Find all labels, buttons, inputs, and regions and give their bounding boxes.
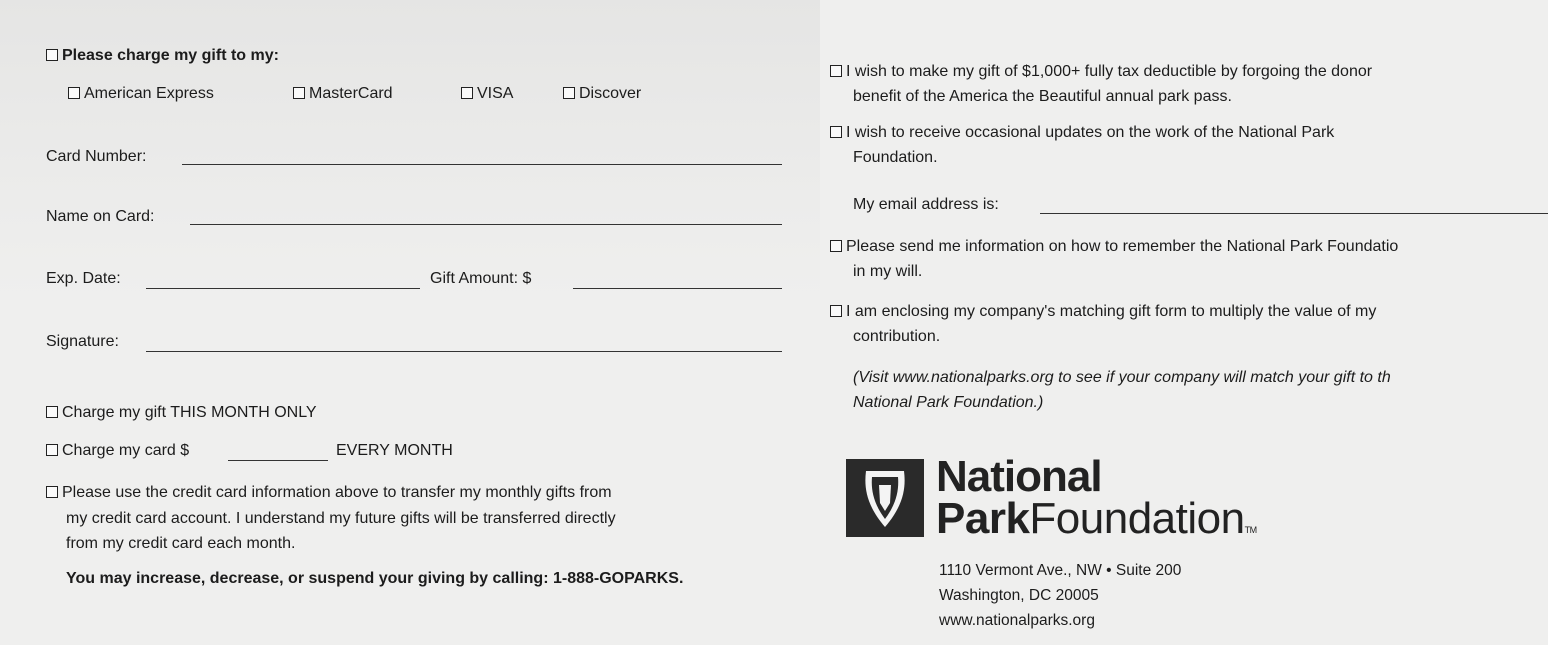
card-number-label: Card Number: [46, 148, 147, 165]
checkbox[interactable] [46, 486, 58, 498]
checkbox[interactable] [830, 305, 842, 317]
card-discover-option[interactable] [563, 85, 641, 103]
signature-label: Signature: [46, 333, 119, 350]
transfer-line-3: from my credit card each month. [66, 535, 296, 552]
card-mastercard-label: MasterCard [309, 85, 393, 102]
card-amex-option[interactable] [68, 85, 214, 103]
checkbox[interactable] [46, 444, 58, 456]
checkbox[interactable] [830, 240, 842, 252]
transfer-line-2: my credit card account. I understand my future gifts will be transferred directly [66, 510, 616, 527]
website-link[interactable]: www.nationalparks.org [939, 612, 1095, 629]
logo-word-park-foundation [936, 494, 1257, 544]
charge-card-prefix: Charge my card $ [62, 442, 190, 459]
email-field[interactable] [1040, 213, 1548, 214]
updates-option[interactable] [830, 124, 1334, 142]
card-number-field[interactable] [182, 164, 782, 165]
checkbox[interactable] [563, 87, 575, 99]
charge-month-only-label: Charge my gift THIS MONTH ONLY [62, 404, 317, 421]
matching-line-2: contribution. [853, 328, 941, 345]
checkbox[interactable] [461, 87, 473, 99]
will-line-2: in my will. [853, 263, 923, 280]
updates-line-1: I wish to receive occasional updates on the work of the National Park [846, 124, 1335, 141]
checkbox[interactable] [46, 49, 58, 61]
charge-gift-option[interactable] [46, 47, 279, 65]
logo-word-park: Park [936, 494, 1030, 543]
logo-word-foundation: Foundation [1029, 494, 1245, 543]
name-on-card-label: Name on Card: [46, 208, 155, 225]
gift-amount-field[interactable] [573, 288, 782, 289]
gift-amount-label: Gift Amount: $ [430, 270, 532, 287]
monthly-amount-field[interactable] [228, 460, 328, 461]
will-option[interactable] [830, 238, 1398, 256]
card-mastercard-option[interactable] [293, 85, 393, 103]
card-amex-label: American Express [84, 85, 214, 102]
matching-line-1: I am enclosing my company's matching gift form to multiply the value of my [846, 303, 1377, 320]
logo-tm: TM [1244, 525, 1257, 535]
logo-word-national: National [936, 452, 1102, 501]
checkbox[interactable] [68, 87, 80, 99]
arrowhead-logo-icon [846, 459, 924, 537]
will-line-1: Please send me information on how to remember the National Park Foundatio [846, 238, 1399, 255]
tax-line-2: benefit of the America the Beautiful annual park pass. [853, 88, 1232, 105]
address-line-1: 1110 Vermont Ave., NW • Suite 200 [939, 562, 1182, 579]
checkbox[interactable] [830, 65, 842, 77]
charge-card-suffix: EVERY MONTH [336, 442, 453, 459]
exp-date-field[interactable] [146, 288, 420, 289]
checkbox[interactable] [46, 406, 58, 418]
name-on-card-field[interactable] [190, 224, 782, 225]
card-discover-label: Discover [579, 85, 642, 102]
card-visa-option[interactable] [461, 85, 513, 103]
tax-line-1: I wish to make my gift of $1,000+ fully tax deductible by forgoing the donor [846, 63, 1373, 80]
transfer-line-1: Please use the credit card information above to transfer my monthly gifts from [62, 484, 612, 501]
exp-date-label: Exp. Date: [46, 270, 121, 287]
signature-field[interactable] [146, 351, 782, 352]
address-line-2: Washington, DC 20005 [939, 587, 1099, 604]
tax-deductible-option[interactable] [830, 63, 1372, 81]
checkbox[interactable] [293, 87, 305, 99]
visit-line-2: National Park Foundation.) [853, 394, 1044, 411]
matching-gift-option[interactable] [830, 303, 1376, 321]
visit-line-1: (Visit www.nationalparks.org to see if your company will match your gift to th [853, 369, 1391, 386]
transfer-option[interactable] [46, 484, 612, 502]
charge-month-only-option[interactable] [46, 404, 317, 422]
calling-note: You may increase, decrease, or suspend your giving by calling: 1-888-GOPARKS. [66, 570, 684, 587]
email-label: My email address is: [853, 196, 999, 213]
charge-heading: Please charge my gift to my: [62, 47, 279, 64]
charge-every-month-option[interactable] [46, 442, 189, 460]
checkbox[interactable] [830, 126, 842, 138]
updates-line-2: Foundation. [853, 149, 938, 166]
card-visa-label: VISA [477, 85, 514, 102]
